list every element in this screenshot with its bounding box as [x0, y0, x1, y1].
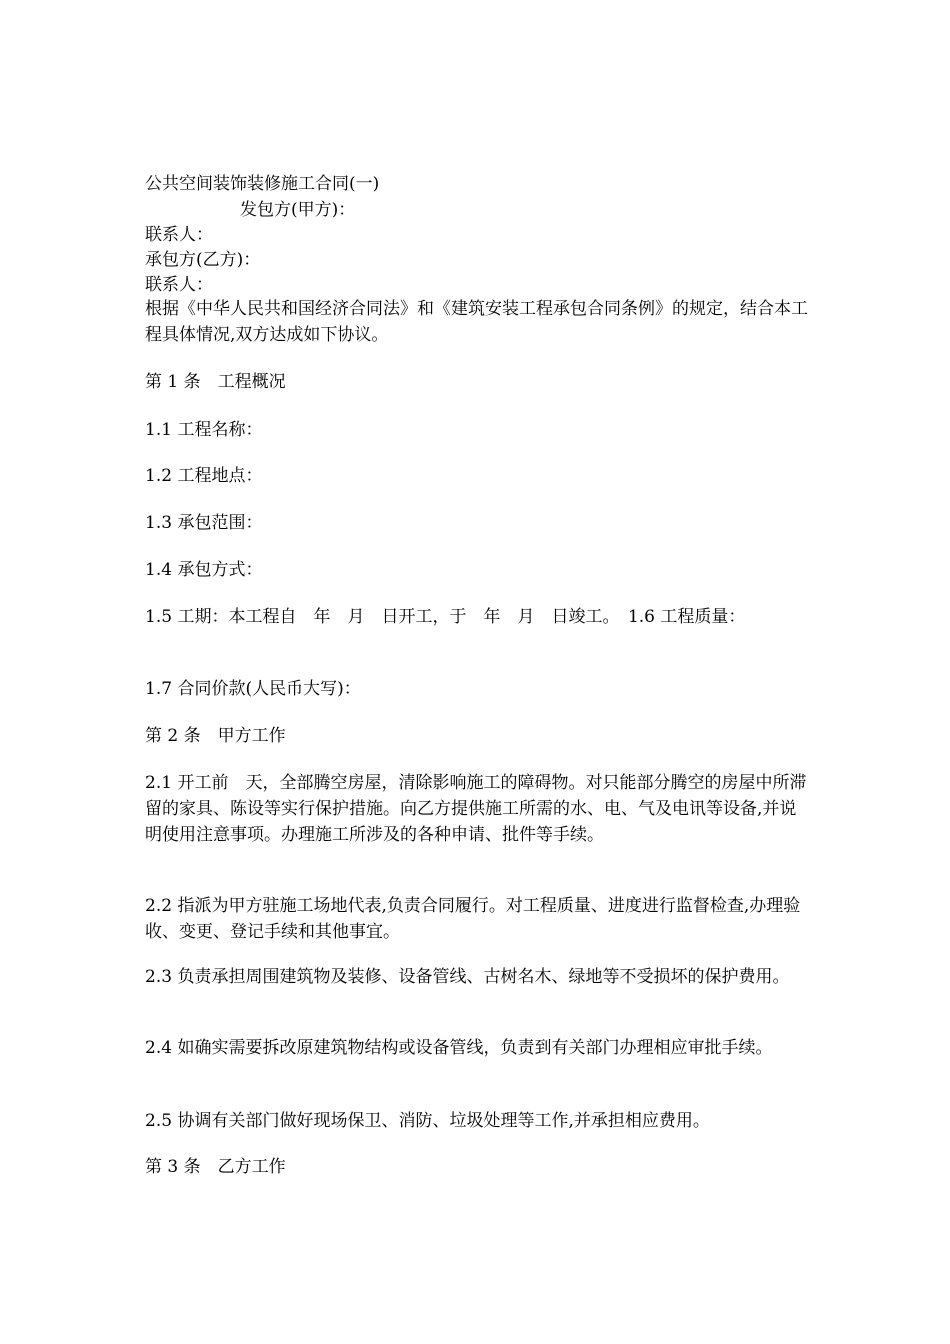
article-2-item: 2.3 负责承担周围建筑物及装修、设备管线、古树名木、绿地等不受损坏的保护费用。 — [145, 967, 790, 987]
article-3-heading: 第 3 条 乙方工作 — [145, 1157, 286, 1177]
article-2-item: 2.4 如确实需要拆改原建筑物结构或设备管线，负责到有关部门办理相应审批手续。 — [145, 1038, 773, 1058]
article-2-item: 2.2 指派为甲方驻施工场地代表,负责合同履行。对工程质量、进度进行监督检查,办理验收、变更、登记手续和其他事宜。 — [145, 896, 801, 942]
contact-b-label: 联系人： — [145, 275, 213, 295]
article-1-item: 1.7 合同价款(人民币大写)： — [145, 679, 361, 699]
party-b-label: 承包方(乙方)： — [145, 250, 261, 270]
preamble-paragraph: 根据《中华人民共和国经济合同法》和《建筑安装工程承包合同条例》的规定，结合本工程具体情况,双方达成如下协议。 — [145, 299, 808, 345]
article-1-heading: 第 1 条 工程概况 — [145, 372, 286, 392]
article-2-heading: 第 2 条 甲方工作 — [145, 726, 286, 746]
article-1-item: 1.5 工期：本工程自 年 月 日开工，于 年 月 日竣工。 1.6 工程质量： — [145, 607, 746, 627]
party-a-label: 发包方(甲方)： — [240, 200, 356, 220]
article-1-item: 1.3 承包范围： — [145, 513, 263, 533]
article-1-item: 1.2 工程地点： — [145, 466, 263, 486]
document-title: 公共空间装饰装修施工合同(一) — [145, 174, 380, 194]
contact-a-label: 联系人： — [145, 225, 213, 245]
article-2-item: 2.1 开工前 天，全部腾空房屋，清除影响施工的障碍物。对只能部分腾空的房屋中所滞留的家具、陈设等实行保护措施。向乙方提供施工所需的水、电、气及电讯等设备,并说明使用注意事项。办理施工所涉及的各种申请、批件等手续。 — [145, 773, 807, 845]
article-1-item: 1.1 工程名称： — [145, 420, 263, 440]
article-1-item: 1.4 承包方式： — [145, 560, 263, 580]
article-2-item: 2.5 协调有关部门做好现场保卫、消防、垃圾处理等工作,并承担相应费用。 — [145, 1111, 710, 1131]
